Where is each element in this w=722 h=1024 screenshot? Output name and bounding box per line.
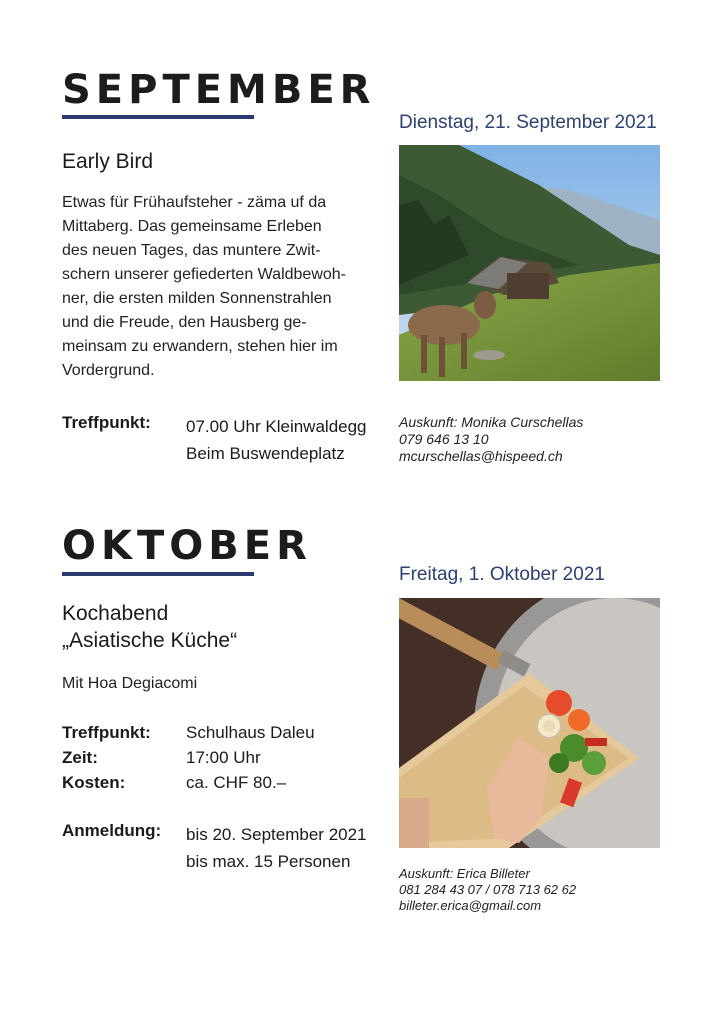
september-treffpunkt-value	[186, 413, 367, 467]
september-underline	[62, 115, 254, 119]
description-line: Vordergrund.	[62, 362, 155, 379]
september-heading: SEPTEMBER	[62, 67, 376, 113]
oktober-photo	[399, 598, 660, 848]
description-line: schern unserer gefiederten Waldbewoh-	[62, 266, 347, 283]
contact-email: billeter.erica@gmail.com	[399, 898, 542, 913]
oktober-underline	[62, 572, 254, 576]
detail-value: 17:00 Uhr	[186, 748, 261, 767]
oktober-anmeldung-value	[186, 821, 367, 875]
anmeldung-line: bis 20. September 2021	[186, 825, 367, 844]
anmeldung-line: bis max. 15 Personen	[186, 852, 351, 871]
september-description	[62, 191, 382, 383]
oktober-details	[62, 720, 392, 795]
mountain-meadow-cow-photo	[399, 145, 660, 381]
description-line: Etwas für Frühaufsteher - zäma uf da	[62, 194, 327, 211]
title-line: Kochabend	[62, 602, 169, 625]
contact-phone: 079 646 13 10	[399, 431, 489, 447]
detail-label: Treffpunkt:	[62, 723, 151, 742]
description-line: und die Freude, den Hausberg ge-	[62, 314, 307, 331]
oktober-date: Freitag, 1. Oktober 2021	[399, 564, 605, 585]
description-line: Mittaberg. Das gemeinsame Erleben	[62, 218, 322, 235]
oktober-contact	[399, 866, 576, 914]
treffpunkt-line: Beim Buswendeplatz	[186, 444, 345, 463]
description-line: meinsam zu erwandern, stehen hier im	[62, 338, 338, 355]
wok-vegetables-cutting-board-photo	[399, 598, 660, 848]
september-treffpunkt-label: Treffpunkt:	[62, 413, 151, 432]
detail-label: Zeit:	[62, 748, 98, 767]
september-title: Early Bird	[62, 150, 154, 173]
description-line: ner, die ersten milden Sonnenstrahlen	[62, 290, 332, 307]
oktober-heading: OKTOBER	[62, 523, 312, 569]
detail-label: Kosten:	[62, 773, 126, 792]
detail-row	[62, 770, 392, 795]
contact-name: Auskunft: Erica Billeter	[399, 866, 530, 881]
contact-email: mcurschellas@hispeed.ch	[399, 448, 563, 464]
oktober-subtitle: Mit Hoa Degiacomi	[62, 675, 198, 692]
title-line: „Asiatische Küche“	[62, 629, 238, 652]
september-contact	[399, 414, 583, 465]
detail-value: ca. CHF 80.–	[186, 773, 287, 792]
treffpunkt-line: 07.00 Uhr Kleinwaldegg	[186, 417, 367, 436]
oktober-title	[62, 600, 237, 654]
september-photo	[399, 145, 660, 381]
detail-row	[62, 720, 392, 745]
contact-phone: 081 284 43 07 / 078 713 62 62	[399, 882, 577, 897]
oktober-anmeldung-label: Anmeldung:	[62, 821, 162, 840]
description-line: des neuen Tages, das muntere Zwit-	[62, 242, 321, 259]
contact-name: Auskunft: Monika Curschellas	[399, 414, 584, 430]
detail-row	[62, 745, 392, 770]
september-date: Dienstag, 21. September 2021	[399, 112, 657, 133]
detail-value: Schulhaus Daleu	[186, 723, 315, 742]
